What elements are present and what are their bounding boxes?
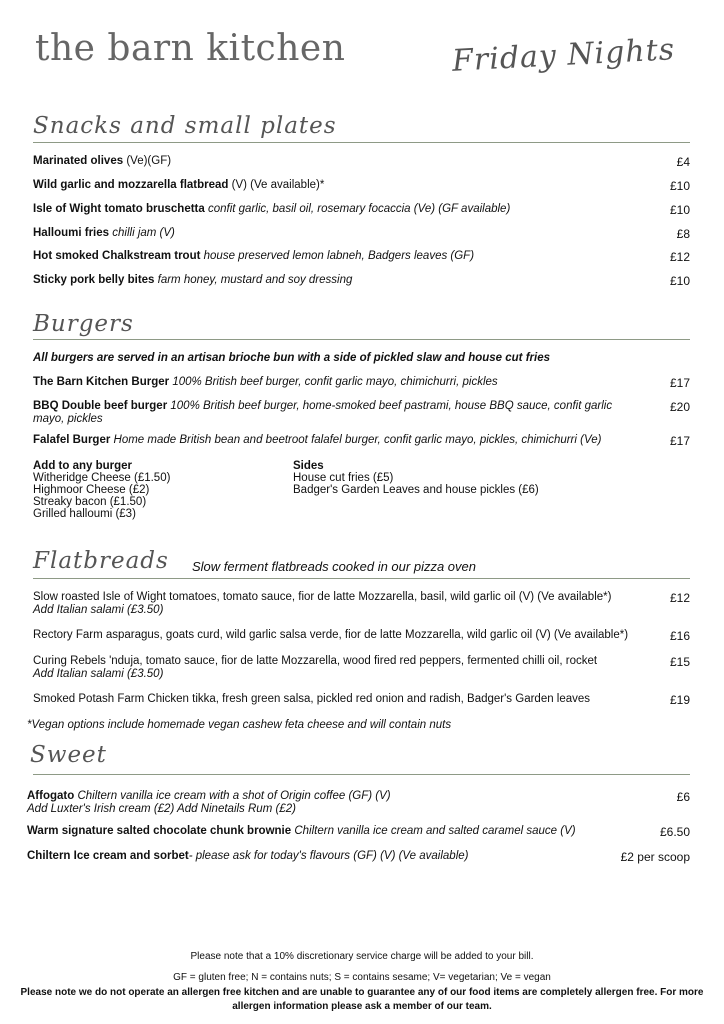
dietary-key: GF = gluten free; N = contains nuts; S = contains sesame; V= vegetarian; Ve = vegan xyxy=(173,972,551,983)
item-desc: (V) (Ve available)* xyxy=(231,179,325,191)
menu-item xyxy=(27,825,690,839)
item-price: £4 xyxy=(676,155,690,169)
item-extra: Add Italian salami (£3.50) xyxy=(33,603,164,616)
item-price: £17 xyxy=(669,434,690,448)
addon-item: Streaky bacon (£1.50) xyxy=(33,496,147,508)
item-price: £10 xyxy=(669,179,690,193)
item-name: Falafel Burger xyxy=(33,434,111,446)
sides-title: Sides xyxy=(293,460,324,472)
item-desc: farm honey, mustard and soy dressing xyxy=(157,274,353,286)
item-desc: Chiltern vanilla ice cream with a shot of Origin coffee (GF) (V) xyxy=(77,790,391,802)
addon-item: Grilled halloumi (£3) xyxy=(33,508,136,520)
item-price: £10 xyxy=(669,274,690,288)
item-price: £12 xyxy=(669,250,690,264)
item-price: £15 xyxy=(669,655,690,669)
menu-item xyxy=(33,655,690,680)
menu-item xyxy=(33,179,690,193)
item-price: £19 xyxy=(669,693,690,707)
item-desc: Home made British bean and beetroot falafel burger, confit garlic mayo, pickles, chimichurri (Ve) xyxy=(113,434,602,446)
menu-item xyxy=(33,274,690,288)
menu-item xyxy=(33,250,690,264)
menu-item xyxy=(33,629,690,643)
item-name: Warm signature salted chocolate chunk brownie xyxy=(27,825,292,837)
item-price: £10 xyxy=(669,203,690,217)
item-desc: (Ve)(GF) xyxy=(126,155,172,167)
flatbreads-divider xyxy=(33,578,690,579)
item-desc: Rectory Farm asparagus, goats curd, wild garlic salsa verde, fior de latte Mozzarella, wild garlic oil (V) (Ve available*) xyxy=(33,629,629,641)
burger-addons xyxy=(33,460,170,520)
item-price: £2 per scoop xyxy=(620,850,690,864)
item-price: £6 xyxy=(676,790,690,804)
menu-item xyxy=(33,591,690,616)
brand-title: the barn kitchen xyxy=(35,28,346,69)
item-desc: house preserved lemon labneh, Badgers leaves (GF) xyxy=(203,250,475,262)
item-extra: Add Luxter's Irish cream (£2) Add Ninetails Rum (£2) xyxy=(27,802,296,815)
item-name: Marinated olives xyxy=(33,155,124,167)
flatbreads-subheading: Slow ferment flatbreads cooked in our pizza oven xyxy=(192,559,476,574)
menu-item xyxy=(33,434,690,448)
addon-item: Witheridge Cheese (£1.50) xyxy=(33,472,171,484)
addons-title: Add to any burger xyxy=(33,460,133,472)
item-name: Chiltern Ice cream and sorbet xyxy=(27,850,189,862)
item-desc: Chiltern vanilla ice cream and salted caramel sauce (V) xyxy=(294,825,576,837)
burgers-heading: Burgers xyxy=(33,311,134,337)
allergen-note: Please note we do not operate an allergen free kitchen and are unable to guarantee any of our food items are completely allergen free. For more allergen information please ask a member of our team. xyxy=(20,987,704,1012)
item-name: The Barn Kitchen Burger xyxy=(33,376,170,388)
menu-item xyxy=(27,790,690,815)
item-name: Isle of Wight tomato bruschetta xyxy=(33,203,205,215)
sweet-divider xyxy=(33,774,690,775)
item-extra: Add Italian salami (£3.50) xyxy=(33,667,164,680)
item-name: BBQ Double beef burger xyxy=(33,400,168,412)
item-name: Affogato xyxy=(27,790,75,802)
item-price: £8 xyxy=(676,227,690,241)
vegan-note: *Vegan options include homemade vegan cashew feta cheese and will contain nuts xyxy=(27,719,452,731)
item-price: £17 xyxy=(669,376,690,390)
sweet-heading: Sweet xyxy=(30,742,107,768)
menu-item xyxy=(27,850,690,864)
menu-item xyxy=(33,693,690,707)
item-price: £20 xyxy=(669,400,690,414)
item-price: £16 xyxy=(669,629,690,643)
item-desc: Smoked Potash Farm Chicken tikka, fresh green salsa, pickled red onion and radish, Badger's Garden leaves xyxy=(33,693,591,705)
item-price: £6.50 xyxy=(659,825,690,839)
item-name: Hot smoked Chalkstream trout xyxy=(33,250,201,262)
snacks-divider xyxy=(33,142,690,143)
menu-item xyxy=(33,400,690,425)
menu-item xyxy=(33,227,690,241)
addon-item: Highmoor Cheese (£2) xyxy=(33,484,150,496)
item-name: Wild garlic and mozzarella flatbread xyxy=(33,179,229,191)
item-name: Halloumi fries xyxy=(33,227,110,239)
item-name: Sticky pork belly bites xyxy=(33,274,155,286)
item-desc: - please ask for today's flavours (GF) (V) (Ve available) xyxy=(188,850,469,862)
item-desc: 100% British beef burger, home-smoked beef pastrami, house BBQ sauce, confit garlic mayo, pickles xyxy=(33,400,613,425)
service-charge-note: Please note that a 10% discretionary service charge will be added to your bill. xyxy=(190,951,534,962)
item-desc: confit garlic, basil oil, rosemary focaccia (Ve) (GF available) xyxy=(207,203,511,215)
menu-item xyxy=(33,155,690,169)
menu-subtitle: Friday Nights xyxy=(451,32,676,79)
flatbreads-heading: Flatbreads xyxy=(33,548,169,574)
item-desc: 100% British beef burger, confit garlic mayo, chimichurri, pickles xyxy=(172,376,498,388)
burger-sides xyxy=(293,460,539,496)
side-item: Badger's Garden Leaves and house pickles (£6) xyxy=(293,484,539,496)
side-item: House cut fries (£5) xyxy=(293,472,394,484)
burgers-divider xyxy=(33,339,690,340)
menu-item xyxy=(33,376,690,390)
menu-item xyxy=(33,203,690,217)
item-desc: chilli jam (V) xyxy=(112,227,175,239)
item-desc: Slow roasted Isle of Wight tomatoes, tomato sauce, fior de latte Mozzarella, basil, wild garlic oil (V) (Ve available*) xyxy=(33,591,612,603)
item-price: £12 xyxy=(669,591,690,605)
snacks-heading: Snacks and small plates xyxy=(33,113,337,139)
item-desc: Curing Rebels 'nduja, tomato sauce, fior de latte Mozzarella, wood fired red peppers, fermented chilli oil, rocket xyxy=(33,655,598,667)
burgers-note: All burgers are served in an artisan brioche bun with a side of pickled slaw and house cut fries xyxy=(33,352,551,364)
